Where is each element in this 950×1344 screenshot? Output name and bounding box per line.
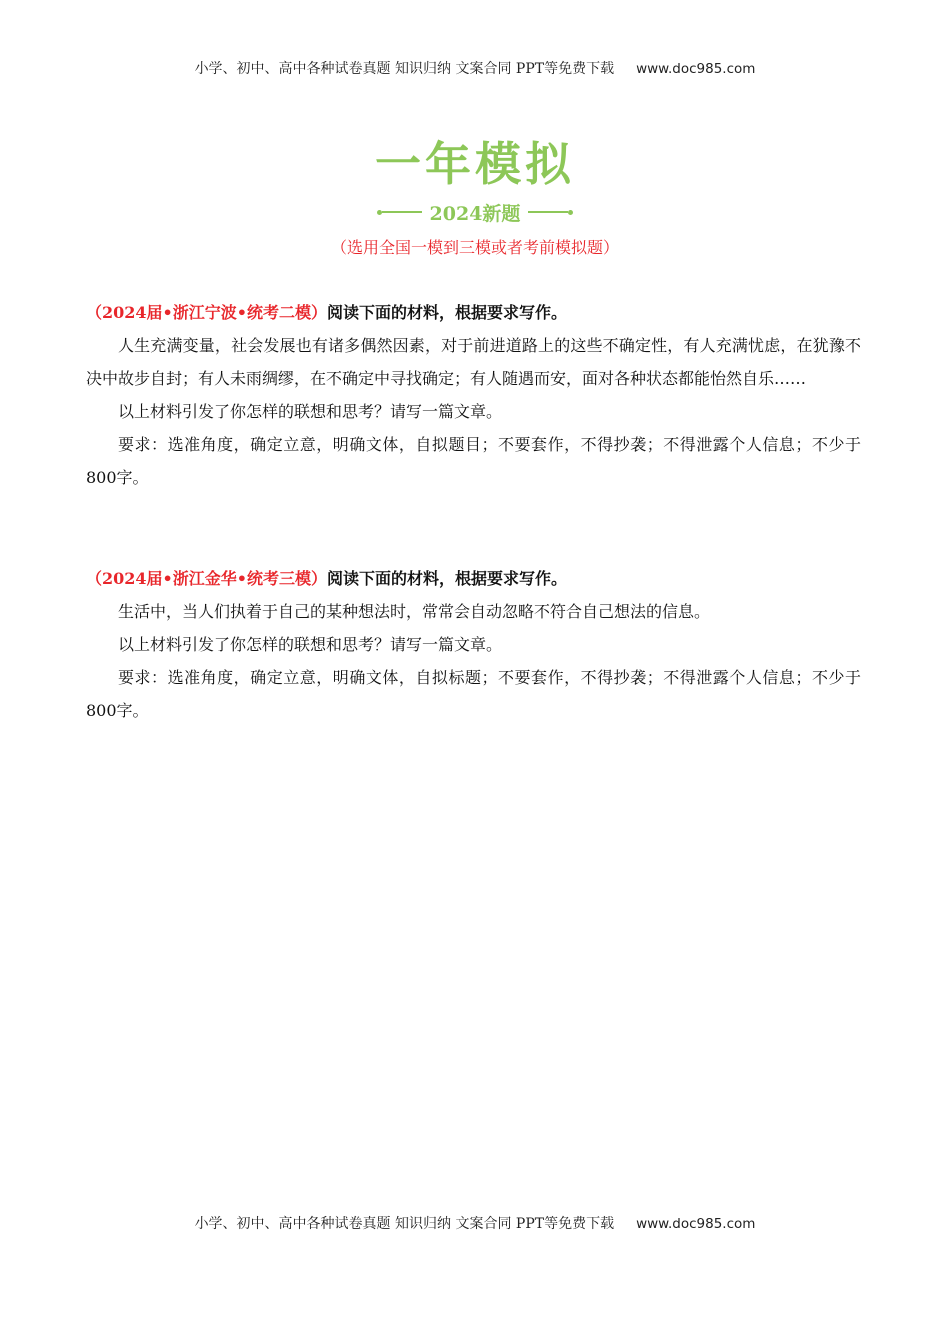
question-prompt: 以上材料引发了你怎样的联想和思考？请写一篇文章。	[118, 635, 503, 654]
page-header	[0, 58, 950, 78]
header-text: 小学、初中、高中各种试卷真题 知识归纳 文案合同 PPT等免费下载	[194, 61, 615, 77]
question-block	[86, 296, 861, 494]
section-title: 一年模拟	[375, 137, 575, 191]
question-block	[86, 562, 861, 727]
selection-note: （选用全国一模到三模或者考前模拟题）	[330, 238, 619, 257]
question-source: （2024届•浙江金华•统考三模）	[86, 569, 327, 588]
question-instruction: 阅读下面的材料，根据要求写作。	[327, 303, 568, 322]
question-instruction: 阅读下面的材料，根据要求写作。	[327, 569, 568, 588]
header-url[interactable]: www.doc985.com	[636, 61, 756, 77]
question-material: 生活中，当人们执着于自己的某种想法时，常常会自动忽略不符合自己想法的信息。	[118, 602, 711, 621]
left-divider-decoration	[377, 210, 422, 215]
question-prompt: 以上材料引发了你怎样的联想和思考？请写一篇文章。	[118, 402, 503, 421]
question-heading	[86, 562, 861, 595]
footer-url[interactable]: www.doc985.com	[636, 1216, 756, 1232]
question-requirement: 要求：选准角度，确定立意，明确文体，自拟题目；不要套作，不得抄袭；不得泄露个人信息；不少于800字。	[86, 435, 861, 487]
subtitle-banner	[0, 198, 950, 226]
question-requirement: 要求：选准角度，确定立意，明确文体，自拟标题；不要套作，不得抄袭；不得泄露个人信息；不少于800字。	[86, 668, 861, 720]
question-material: 人生充满变量，社会发展也有诸多偶然因素，对于前进道路上的这些不确定性，有人充满忧虑，在犹豫不决中故步自封；有人未雨绸缪，在不确定中寻找确定；有人随遇而安，面对各种状态都能怡然自乐……	[86, 336, 861, 388]
footer-text: 小学、初中、高中各种试卷真题 知识归纳 文案合同 PPT等免费下载	[194, 1216, 615, 1232]
right-divider-decoration	[528, 210, 573, 215]
page-footer	[0, 1213, 950, 1233]
question-source: （2024届•浙江宁波•统考二模）	[86, 303, 327, 322]
question-heading	[86, 296, 861, 329]
subtitle: 2024新题	[429, 202, 521, 225]
